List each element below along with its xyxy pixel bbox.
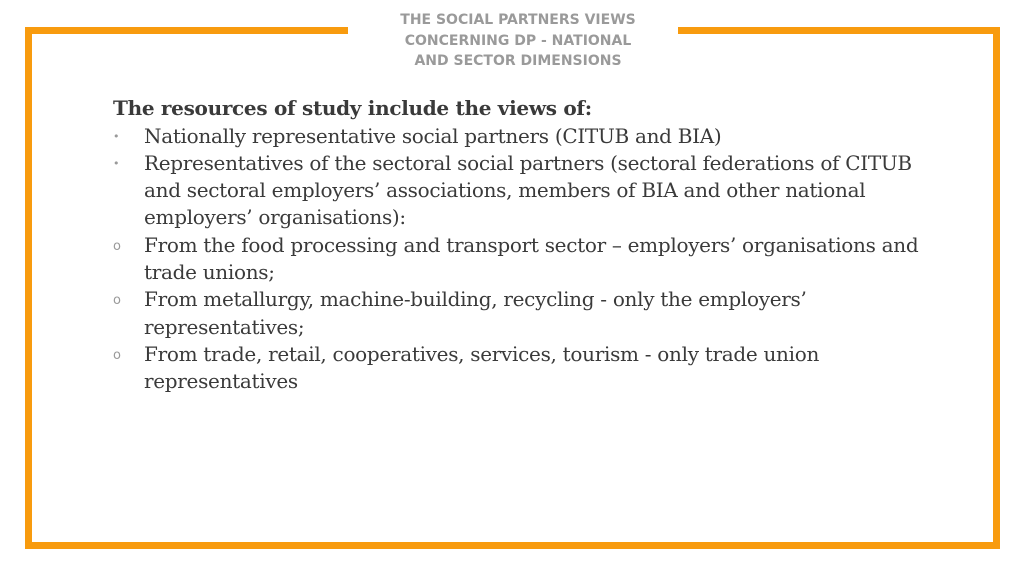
bullet-dot-icon: • <box>113 156 120 170</box>
list-item <box>113 286 943 341</box>
slide-title-line: THE SOCIAL PARTNERS VIEWS <box>400 12 636 28</box>
list-item <box>113 341 943 396</box>
list-item <box>113 232 943 287</box>
list-item <box>113 123 943 150</box>
slide-title-line: AND SECTOR DIMENSIONS <box>414 53 622 69</box>
list-item-text: From the food processing and transport sector – employers’ organisations and trade unions; <box>144 232 919 284</box>
bullet-circle-icon: o <box>113 293 121 309</box>
list-item-text: Nationally representative social partners (CITUB and BIA) <box>144 123 722 148</box>
bullet-circle-icon: o <box>113 238 121 254</box>
bullet-list <box>113 123 943 396</box>
bullet-circle-icon: o <box>113 347 121 363</box>
list-item-text: Representatives of the sectoral social partners (sectoral federations of CITUB and sectoral employers’ associations, members of BIA and other national employers’ organisations): <box>144 150 912 230</box>
slide-title-line: CONCERNING DP - NATIONAL <box>404 32 632 49</box>
body-heading: The resources of study include the views of: <box>113 96 592 120</box>
list-item-text: From metallurgy, machine-building, recycling - only the employers’ representatives; <box>144 287 807 339</box>
list-item <box>113 150 943 232</box>
bullet-dot-icon: • <box>113 129 120 143</box>
slide-title <box>348 10 688 72</box>
list-item-text: From trade, retail, cooperatives, services, tourism - only trade union representatives <box>144 341 820 394</box>
slide-body <box>113 95 943 395</box>
